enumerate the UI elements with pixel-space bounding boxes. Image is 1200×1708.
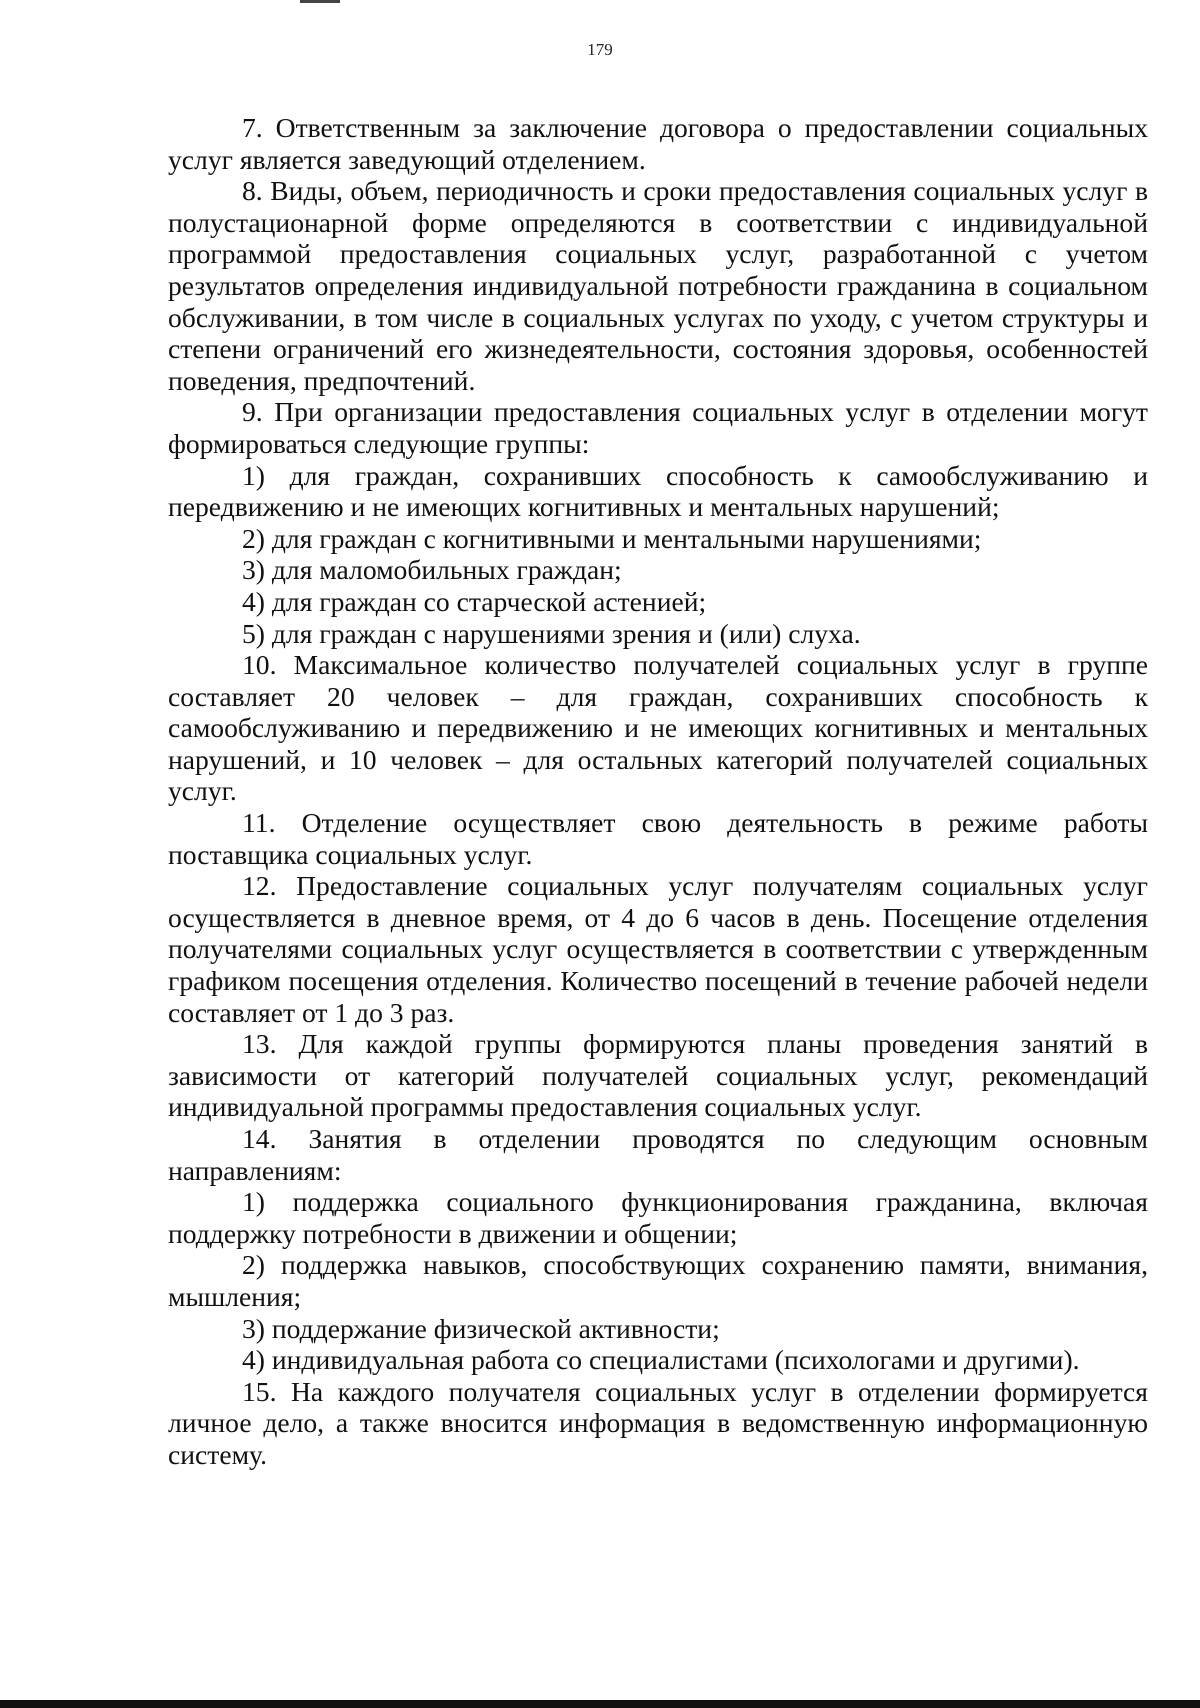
paragraph-7: 7. Ответственным за заключение договора о предоставлении социальных услуг является заведующий отделением. <box>168 112 1148 175</box>
page-number: 179 <box>587 40 613 59</box>
list-item-9-2: 2) для граждан с когнитивными и ментальными нарушениями; <box>242 522 982 554</box>
list-item-14-3: 3) поддержание физической активности; <box>242 1312 720 1344</box>
list-item-14-1: 1) поддержка социального функционирования гражданина, включая поддержку потребности в движении и общении; <box>168 1186 1148 1249</box>
paragraph-10: 10. Максимальное количество получателей социальных услуг в группе составляет 20 человек – для граждан, сохранивших способность к самообслуживанию и передвижению и не имеющих когнитивных и ментальных нарушений, и 10 человек – для остальных категорий получателей социальных услуг. <box>168 649 1148 807</box>
list-item-9-3: 3) для маломобильных граждан; <box>242 554 622 586</box>
paragraph-15: 15. На каждого получателя социальных услуг в отделении формируется личное дело, а также вносится информация в ведомственную информационную систему. <box>168 1375 1148 1470</box>
paragraph-9: 9. При организации предоставления социальных услуг в отделении могут формироваться следующие группы: <box>168 396 1148 459</box>
paragraph-13: 13. Для каждой группы формируются планы проведения занятий в зависимости от категорий получателей социальных услуг, рекомендаций индивидуальной программы предоставления социальных услуг. <box>168 1028 1148 1123</box>
paragraph-14: 14. Занятия в отделении проводятся по следующим основным направлениям: <box>168 1123 1148 1186</box>
paragraph-11: 11. Отделение осуществляет свою деятельность в режиме работы поставщика социальных услуг. <box>168 807 1148 870</box>
document-body <box>168 112 1148 1471</box>
paragraph-8: 8. Виды, объем, периодичность и сроки предоставления социальных услуг в полустационарной форме определяются в соответствии с индивидуальной программой предоставления социальных услуг, разработанной с учетом результатов определения индивидуальной потребности гражданина в социальном обслуживании, в том числе в социальных услугах по уходу, с учетом структуры и степени ограничений его жизнедеятельности, состояния здоровья, особенностей поведения, предпочтений. <box>168 175 1148 396</box>
list-item-14-4: 4) индивидуальная работа со специалистами (психологами и другими). <box>242 1344 1080 1376</box>
list-item-9-5: 5) для граждан с нарушениями зрения и (или) слуха. <box>242 617 861 649</box>
paragraph-12: 12. Предоставление социальных услуг получателям социальных услуг осуществляется в дневное время, от 4 до 6 часов в день. Посещение отделения получателями социальных услуг осуществляется в соответствии с утвержденным графиком посещения отделения. Количество посещений в течение рабочей недели составляет от 1 до 3 раз. <box>168 870 1148 1028</box>
list-item-14-2: 2) поддержка навыков, способствующих сохранению памяти, внимания, мышления; <box>168 1249 1148 1312</box>
scan-bottom-edge <box>0 1700 1200 1708</box>
scan-mark <box>300 0 340 3</box>
list-item-9-4: 4) для граждан со старческой астенией; <box>242 585 707 617</box>
list-item-9-1: 1) для граждан, сохранивших способность к самообслуживанию и передвижению и не имеющих когнитивных и ментальных нарушений; <box>168 459 1148 523</box>
